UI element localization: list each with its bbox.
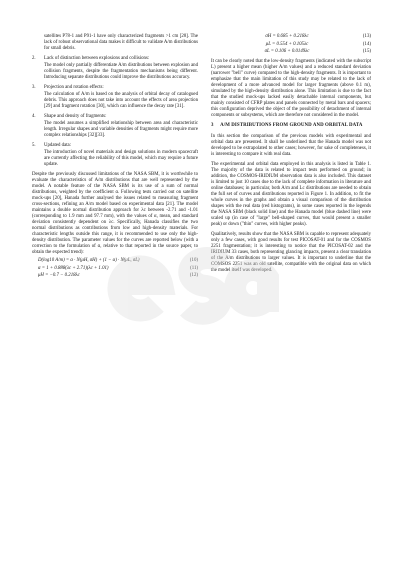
list-item-title: Updated data: <box>44 142 72 148</box>
list-item-body: The introduction of novel materials and design solutions in modern spacecraft are currently affecting the reliability of this model, which may require a future update. <box>44 149 198 167</box>
equation-text: α = 1 + 0.888(λc + 2.71)(λc + 1.01) <box>38 265 109 271</box>
equation-text: D(log10 A/m) = α · N(μH, σH) + (1 − α) · N(μL, σL) <box>38 258 140 264</box>
right-column <box>211 34 371 274</box>
equation-number: (12) <box>189 273 198 279</box>
body-paragraph: In this section the comparison of the previous models with experimental and orbital data are presented. It shall be underlined that the Hanada model was not developed to be extrapolated to other cases; however, for sake of completeness, it is interesting to compare it with real data. <box>211 133 371 157</box>
list-number: 2. <box>32 56 36 62</box>
section-heading <box>211 123 371 129</box>
equation-number: (13) <box>362 34 371 39</box>
equation-text: σH = 0.685 + 0.218λc <box>265 34 309 39</box>
left-column <box>32 34 198 281</box>
list-number: 4. <box>32 114 36 120</box>
body-paragraph: Qualitatively, results show that the NASA SBM is capable to represent adequately only a few cases, with good results for test PICOSAT-01 and for the COSMOS 2251 fragmentation; it is interesting to notice that the PICOSAT-02 and the IRIDIUM 33 cases, both representing glancing impacts, present a clear translation of the A/m distributions to larger values. It is important to underline that the COMSOS 2251 was an old satellite, compatible with the original data on which the model itself was developed. <box>211 232 371 274</box>
section-title: A/M DISTRIBUTIONS FROM GROUND AND ORBITAL DATA <box>220 123 363 129</box>
list-item-title: Lack of distinction between explosions and collisions: <box>44 56 150 62</box>
equation <box>32 273 198 281</box>
equation-number: (14) <box>362 41 371 47</box>
equation-number: (15) <box>362 49 371 55</box>
list-item-body: The calculation of A/m is based on the analysis of orbital decay of catalogued debris. This approach does not take into account the effects of area projection [29] and fragment rotation [30], which can influence the decay rate [31]. <box>44 91 198 109</box>
list-continuation: satellites P78-1 and P91-1 have only characterized fragments >1 cm [28]. The lack of robust observational data makes it difficult to validate A/m distributions for small debris. <box>44 34 198 51</box>
list-item <box>32 85 198 110</box>
list-item-title: Projection and rotation effects: <box>44 85 104 91</box>
list-number: 5. <box>32 142 36 148</box>
equation <box>211 34 371 42</box>
equation-text: σL = 0.106 + 0.0149λc <box>264 49 310 55</box>
list-item-body: The model only partially differentiate A/m distributions between explosion and collision fragments, despite the fragmentation mechanisms being different. Introducing separate distributions could improve the distributions accuracy. <box>44 62 198 80</box>
equation-number: (10) <box>189 258 198 264</box>
body-paragraph: The experimental and orbital data employed in this analysis is listed in Table 1. The majority of the data is related to impact tests performed on ground; in addition, the COSMOS-IRIDIUM observation data is also included. This dataset is limited to just 10 cases due to the lack of complete information in literature and online databases; in particular, both A/m and Lc distributions are needed to obtain the full set of curves and distributions reported in Figure 1. In addition, to fit the whole curves in the graphs and obtain a visual comparison of the distribution shapes with the real data (red histograms), in some cases reported in the legends the NASA SBM (black solid line) and the Hanada model (blue dashed line) were scaled up (in case of "large" bell-shaped curves, that would present a smaller peak) or down ("thin" curves, with higher peaks). <box>211 162 371 228</box>
equation <box>211 49 371 57</box>
list-item <box>32 143 198 168</box>
equation <box>32 258 198 266</box>
body-paragraph: It can be clearly noted that the low-density fragments (indicated with the subscript L) present a higher mean (higher A/m values) and a reduced standard deviation (narrower "bell" curve) compared to the high-density fragments. It is important to emphasize that the main limitation of this study may be related to the lack of development of a more advanced model for larger fragments (above 0.1 m), simulated by the high-density distribution alone. This limitation is due to the fact that the studied mock-ups lacked easily detachable internal components, but mainly consisted of CFRP plates and panels connected by metal bars and spacers; this configuration deprived the object of the possibility of detachment of internal components or subsystems, which are therefore not considered in the model. <box>211 59 371 119</box>
body-paragraph: Despite the previously discussed limitations of the NASA SBM, it is worthwhile to evaluate the characteristics of A/m distributions that are well represented by the model. A notable feature of the NASA SBM is its use of a sum of normal distributions, weighted by the coefficient α. Following tests carried out on satellite mock-ups [20], Hanada further analysed the issues related to measuring fragment cross-sections, refining an A/m model based on experimental data [21]. The model maintains a double normal distribution approach for λc between -2.71 and -1.01 (corresponding to 1.9 mm and 97.7 mm), with the values of α, mean, and standard deviation consistently dependent on λc. Specifically, Hanada classifies the two normal distributions as contributions from low and high-density materials. For characteristic lengths outside this range, it is recommended to use only the high-density distribution. The parameter values for the curves are reported below (with a correction to the formulation of α, relative to that reported in the source paper, to obtain the expected trend): <box>32 171 198 255</box>
watermark-letter-a <box>235 270 268 312</box>
equation-number: (11) <box>190 265 198 271</box>
section-number: 3 <box>211 123 214 129</box>
list-item <box>32 56 198 81</box>
list-item-body: The model assumes a simplified relationship between area and characteristic length. Irregular shapes and variable densities of fragments might require more complex relationships [32][33]. <box>44 120 198 138</box>
equation <box>32 266 198 274</box>
equation-text: μL = 0.554 + 0.105λc <box>265 41 309 47</box>
equation-text: μH = −0.7 − 0.218λc <box>38 273 80 279</box>
list-number: 3. <box>32 85 36 91</box>
list-item-title: Shape and density of fragments: <box>44 114 107 120</box>
list-item <box>32 114 198 139</box>
